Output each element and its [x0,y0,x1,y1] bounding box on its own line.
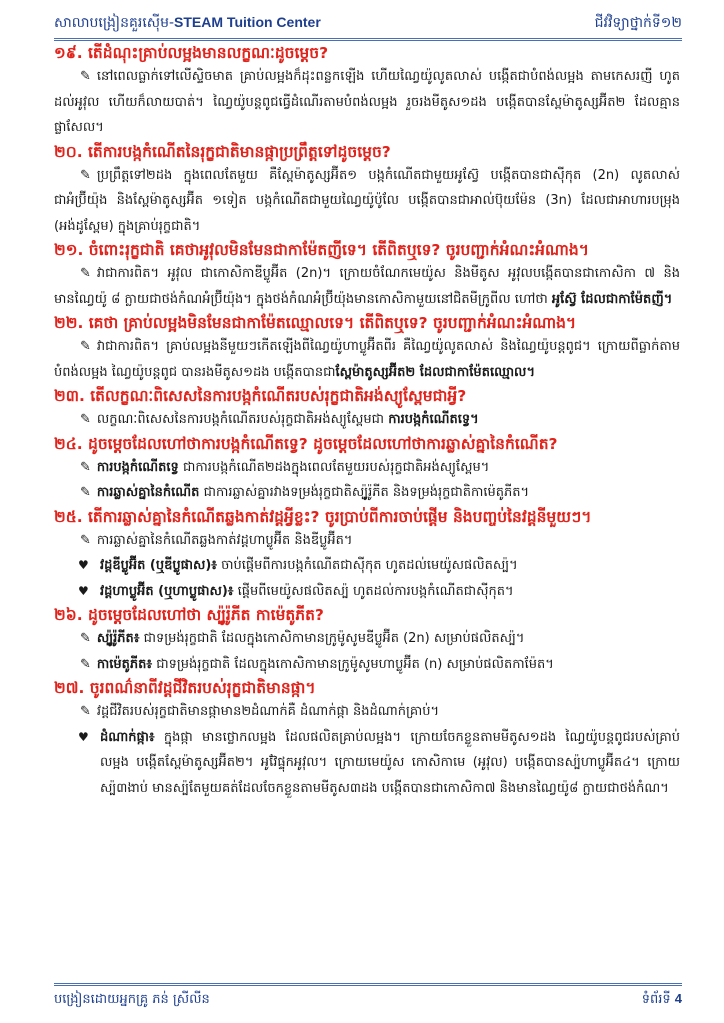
document-body [54,42,680,801]
answer-23: ✎ លក្ខណៈពិសេសនៃការបង្កកំណើតរបស់រុក្ខជាតិអង់ស្យូស្ពែមជា ការបង្កកំណើតទ្វេ។ [80,412,479,427]
arrow-bullet-icon: ✎ [80,485,91,500]
answer-24-item-1: ✎ ការបង្កកំណើតទ្វេ ជាការបង្កកំណើត២ដងក្នុងពេលតែមួយរបស់រុក្ខជាតិអង់ស្យូស្ពែម។ [80,459,490,475]
question-21: ២១. ចំពោះរុក្ខជាតិ គេថាអូវុលមិនមែនជាកាម៉ែតញីទេ។ តើពិតឬទេ? ចូរបញ្ជាក់អំណះអំណាង។ [54,241,589,259]
answer-22: ✎ វាជាការពិត។ គ្រាប់លម្អងនីមួយៗកើតឡើងពីណ្វៃយ៉ូហាប្លូអ៊ីតពីរ គឺណ្វៃយ៉ូលូតលាស់ និងណ្វៃយ៉ូបន្តពូជ។ ក្រោយពីធ្លាក់តាមបំពង់លម្អង ណ្វៃយ៉ូបន្តពូជ បានរងមីតូស១ដង បង្កើតបានជាស្ពែម៉ាតូស្សអ៊ីត២ ដែលជាកាម៉ែតឈ្មោល។ [54,339,680,380]
heart-bullet-icon: ♥ [78,558,89,572]
answer-27-bullet-1: ♥ ដំណាក់ផ្កា៖ ក្នុងផ្កា មានថ្លោកលម្អង ដែលផលិតគ្រាប់លម្អង។ ក្រោយចែកខ្លួនតាមមីតូស១ដង ណ្វៃយ៉ូបន្តពូជរបស់គ្រាប់លម្អង បង្កើតស្ពែម៉ាតូស្សអ៊ីត២។ អូវ៊ែផ្ទុកអូវុល។ ក្រោយមេយ៉ូស កោសិកាមេ (អូវុល) បង្កើតបានស្ប៉ហាប្លូអ៊ីត៤។ ក្រោយស្ប៉៣ងាប់ មានស្ប៉តែមួយគត់ដែលចែកខ្លួនតាមមីតូស៣ដង បង្កើតបានជាកោសិកា៧ និងមានណ្វៃយ៉ូ៨ ក្លាយជាថង់កំណ។ [54,725,680,802]
arrow-bullet-icon: ✎ [80,412,91,427]
arrow-bullet-icon: ✎ [80,631,91,646]
arrow-bullet-icon: ✎ [80,339,91,354]
arrow-bullet-icon: ✎ [80,656,91,672]
arrow-bullet-icon: ✎ [80,459,91,475]
question-25: ២៥. តើការឆ្លាស់គ្នានៃកំណើតឆ្លងកាត់វដ្តអ្វីខ្លះ? ចូរប្រាប់ពីការចាប់ផ្តើម និងបញ្ចប់នៃវដ្តនីមួយៗ។ [54,507,592,526]
footer-author: បង្រៀនដោយអ្នកគ្រូ ភន់ ស្រីលីន [54,991,210,1007]
answer-24-item-2: ✎ ការឆ្លាស់គ្នានៃកំណើត ជាការឆ្លាស់គ្នារវាងទម្រង់រុក្ខជាតិស្ប៉ូរ៉ូភីត និងទម្រង់រុក្ខជាតិកាម៉េតូភីត។ [80,485,530,500]
answer-26-item-2: ✎ កាម៉េតូភីត៖ ជាទម្រង់រុក្ខជាតិ ដែលក្នុងកោសិកាមានក្រូម៉ូសូមហាប្លូអ៊ីត (n) សម្រាប់ផលិតកាម៉ែត។ [80,656,554,672]
arrow-bullet-icon: ✎ [80,167,91,183]
footer-page: ទំព័រទី 4 [641,990,682,1007]
answer-25-bullet-1: ♥ វដ្តឌីប្លូអ៊ីត (ឬឌីប្លូផាស)៖ ចាប់ផ្តើមពីការបង្កកំណើតជាស៊ីកុត ហូតដល់មេយ៉ូសផលិតស្ប៉។ [54,553,680,579]
heart-bullet-icon: ♥ [78,729,89,744]
page-footer [54,983,682,1014]
question-26: ២៦. ដូចម្តេចដែលហៅថា ស្ប៉ូរ៉ូភីត កាម៉េតូភីត? [54,606,324,624]
answer-25-intro: ✎ ការឆ្លាស់គ្នានៃកំណើតឆ្លងកាត់វដ្តហាប្លូអ៊ីត និងឌីប្លូអ៊ីត។ [80,532,353,548]
page-header [54,8,682,41]
heart-bullet-icon: ♥ [78,583,89,598]
arrow-bullet-icon: ✎ [80,69,91,84]
answer-21: ✎ វាជាការពិត។ អូវុល ជាកោសិកាឌីប្លូអ៊ីត (2n)។ ក្រោយចំណែកមេយ៉ូស និងមីតូស អូវុលបង្កើតបានជាកោសិកា ៧ និងមានណ្វៃយ៉ូ ៨ ក្លាយជាថង់កំណអំប្រ៊ីយ៉ុង។ ក្នុងថង់កំណអំប្រ៊ីយ៉ុងមានកោសិកាមួយនៅជិតមីក្រូពីល ហៅថា អូស្វ៊ែ ដែលជាកាម៉ែតញី។ [54,266,680,307]
answer-26-item-1: ✎ ស្ប៉ូរ៉ូភីត៖ ជាទម្រង់រុក្ខជាតិ ដែលក្នុងកោសិកាមានក្រូម៉ូសូមឌីប្លូអ៊ីត (2n) សម្រាប់ផលិតស្ប៉។ [80,631,525,646]
answer-25-bullet-2: ♥ វដ្តហាប្លូអ៊ីត (ឬហាប្លូផាស)៖ ផ្តើមពីមេយ៉ូសផលិតស្ប៉ ហូតដល់ការបង្កកំណើតជាស៊ីកុត។ [54,579,680,605]
arrow-bullet-icon: ✎ [80,532,91,548]
question-22: ២២. គេថា គ្រាប់លម្អងមិនមែនជាកាម៉ែតឈ្មោលទេ។ តើពិតឬទេ? ចូរបញ្ជាក់អំណះអំណាង។ [54,314,577,332]
question-24: ២៤. ដូចម្តេចដែលហៅថាការបង្កកំណើតទ្វេ? ដូចម្តេចដែលហៅថាការឆ្លាស់គ្នានៃកំណើត? [54,434,558,453]
arrow-bullet-icon: ✎ [80,266,91,281]
question-20: ២០. តើការបង្កកំណើតនៃរុក្ខជាតិមានផ្កាប្រព្រឹត្តទៅដូចម្តេច? [54,142,391,161]
question-27: ២៧. ចូរពណ៌នាពីវដ្តជីវិតរបស់រុក្ខជាតិមានផ្កា។ [54,679,316,697]
question-23: ២៣. តើលក្ខណៈពិសេសនៃការបង្កកំណើតរបស់រុក្ខជាតិអង់ស្យូស្ពែមជាអ្វី? [54,387,467,405]
question-19: ១៩. តើដំណុះគ្រាប់លម្អងមានលក្ខណៈដូចម្តេច? [54,44,329,62]
header-title: សាលាបង្រៀនគួរស៊ើម-STEAM Tuition Center [54,13,321,31]
answer-20: ✎ ប្រព្រឹត្តទៅ២ដង ក្នុងពេលតែមួយ គឺស្ពែម៉ាតូស្សអ៊ីត១ បង្កកំណើតជាមួយអូស្វ៊ែ បង្កើតបានជាស៊ីកុត (2n) លូតលាស់ជាអំប្រ៊ីយ៉ុង និងស្ពែម៉ាតូស្សអ៊ីត ១ទៀត បង្កកំណើតជាមួយណ្វៃយ៉ូប៉ូលែ បង្កើតបានជាអាល់ប៊ុយម៉ែន (3n) ដែលជាអាហារបម្រុង (អង់ដូស្ពែម) ក្នុងគ្រាប់រុក្ខជាតិ។ [54,167,680,234]
arrow-bullet-icon: ✎ [80,704,91,719]
answer-27-intro: ✎ វដ្តជីវិតរបស់រុក្ខជាតិមានផ្កាមាន២ដំណាក់គឺ ដំណាក់ផ្កា និងដំណាក់គ្រាប់។ [80,704,440,719]
header-chapter: ជីវវិទ្យាថ្នាក់ទី១២ [594,14,682,31]
answer-19: ✎ នៅពេលធ្លាក់ទៅលើស្ទិចមាត គ្រាប់លម្អងក៏ដុះពន្លកឡើង ហើយណ្វៃយ៉ូលូតលាស់ បង្កើតជាបំពង់លម្អង តាមកេសរញី ហូតដល់អូវុល ហើយក៏លាយបាត់។ ណ្វៃយ៉ូបន្តពូជធ្វើដំណើរតាមបំពង់លម្អង រួចរងមីតូស១ដង បង្កើតបានស្ពែម៉ាតូស្សអ៊ីត២ ដែលគ្មានផ្លាសែល។ [54,69,680,135]
